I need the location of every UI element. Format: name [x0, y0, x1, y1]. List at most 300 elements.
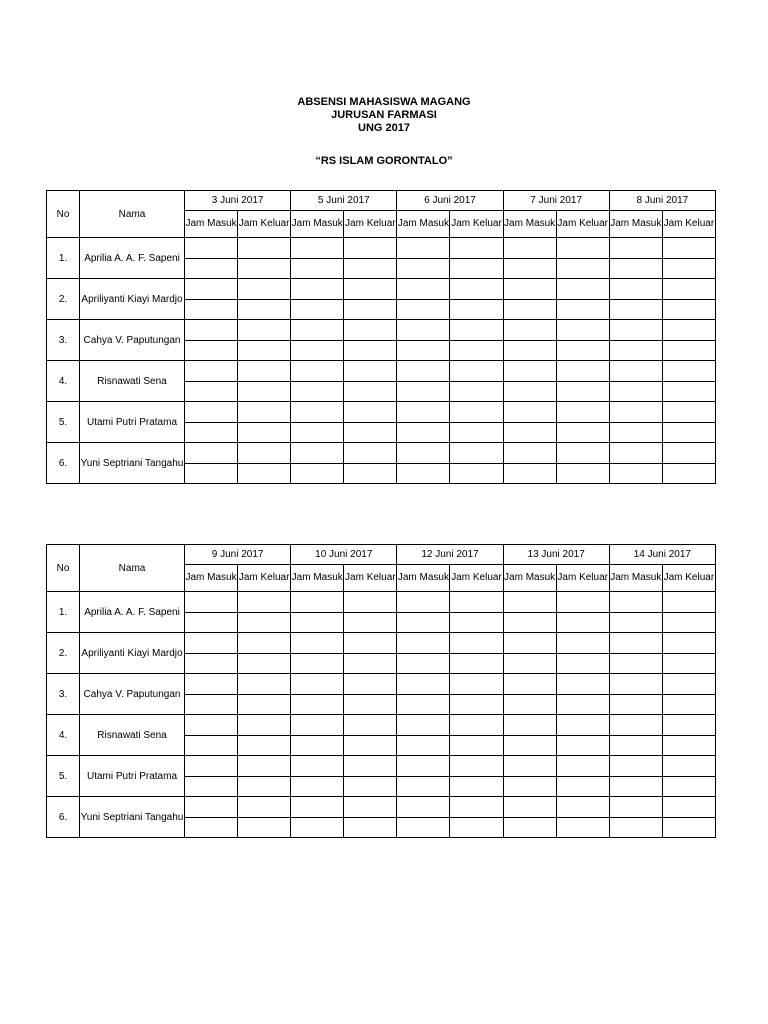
attendance-cell[interactable] — [609, 463, 662, 484]
attendance-cell[interactable] — [238, 340, 291, 361]
attendance-cell[interactable] — [609, 694, 662, 715]
attendance-cell[interactable] — [238, 422, 291, 443]
date-header: 3 Juni 2017 — [185, 191, 291, 211]
attendance-cell[interactable] — [503, 776, 556, 797]
attendance-cell[interactable] — [556, 422, 609, 443]
attendance-cell[interactable] — [450, 694, 503, 715]
attendance-cell[interactable] — [450, 258, 503, 279]
jam-keluar-header: Jam Keluar — [344, 211, 397, 238]
attendance-cell[interactable] — [185, 756, 238, 777]
attendance-cell[interactable] — [291, 258, 344, 279]
attendance-cell[interactable] — [450, 299, 503, 320]
date-header: 6 Juni 2017 — [397, 191, 503, 211]
attendance-cell[interactable] — [662, 402, 715, 423]
attendance-cell[interactable] — [344, 381, 397, 402]
attendance-cell[interactable] — [344, 817, 397, 838]
attendance-cell[interactable] — [397, 817, 450, 838]
attendance-cell[interactable] — [291, 422, 344, 443]
attendance-cell[interactable] — [185, 422, 238, 443]
attendance-cell[interactable] — [662, 299, 715, 320]
jam-keluar-header: Jam Keluar — [450, 565, 503, 592]
attendance-cell[interactable] — [291, 381, 344, 402]
student-name: Apriliyanti Kiayi Mardjo — [80, 633, 185, 674]
attendance-cell[interactable] — [291, 320, 344, 341]
row-number: 3. — [47, 320, 80, 361]
attendance-cell[interactable] — [556, 633, 609, 654]
attendance-cell[interactable] — [397, 715, 450, 736]
year-label: UNG 2017 — [358, 122, 410, 134]
attendance-cell[interactable] — [344, 463, 397, 484]
attendance-cell[interactable] — [291, 238, 344, 259]
attendance-cell[interactable] — [609, 381, 662, 402]
jam-masuk-header: Jam Masuk — [185, 565, 238, 592]
student-name: Risnawati Sena — [80, 715, 185, 756]
attendance-cell[interactable] — [503, 279, 556, 300]
attendance-cell[interactable] — [609, 258, 662, 279]
attendance-cell[interactable] — [238, 797, 291, 818]
row-number: 4. — [47, 361, 80, 402]
attendance-cell[interactable] — [503, 633, 556, 654]
attendance-cell[interactable] — [609, 653, 662, 674]
student-name: Aprilia A. A. F. Sapeni — [80, 592, 185, 633]
jam-masuk-header: Jam Masuk — [291, 211, 344, 238]
date-header: 14 Juni 2017 — [609, 545, 715, 565]
attendance-cell[interactable] — [609, 797, 662, 818]
attendance-cell[interactable] — [503, 797, 556, 818]
attendance-cell[interactable] — [662, 694, 715, 715]
attendance-cell[interactable] — [185, 258, 238, 279]
attendance-cell[interactable] — [185, 797, 238, 818]
attendance-cell[interactable] — [185, 653, 238, 674]
attendance-cell[interactable] — [556, 279, 609, 300]
attendance-cell[interactable] — [185, 674, 238, 695]
attendance-cell[interactable] — [662, 797, 715, 818]
attendance-cell[interactable] — [291, 797, 344, 818]
attendance-cell[interactable] — [238, 592, 291, 613]
attendance-cell[interactable] — [238, 715, 291, 736]
attendance-cell[interactable] — [503, 340, 556, 361]
attendance-cell[interactable] — [397, 735, 450, 756]
student-name: Cahya V. Paputungan — [80, 674, 185, 715]
attendance-cell[interactable] — [397, 633, 450, 654]
document-title: ABSENSI MAHASISWA MAGANG — [297, 96, 471, 108]
jam-keluar-header: Jam Keluar — [556, 211, 609, 238]
attendance-cell[interactable] — [556, 674, 609, 695]
attendance-cell[interactable] — [662, 817, 715, 838]
attendance-cell[interactable] — [662, 279, 715, 300]
attendance-cell[interactable] — [344, 320, 397, 341]
attendance-cell[interactable] — [450, 592, 503, 613]
attendance-cell[interactable] — [238, 735, 291, 756]
attendance-cell[interactable] — [185, 612, 238, 633]
attendance-cell[interactable] — [344, 238, 397, 259]
attendance-cell[interactable] — [556, 361, 609, 382]
date-header: 5 Juni 2017 — [291, 191, 397, 211]
student-name: Aprilia A. A. F. Sapeni — [80, 238, 185, 279]
row-number: 1. — [47, 592, 80, 633]
attendance-cell[interactable] — [556, 258, 609, 279]
attendance-cell[interactable] — [344, 612, 397, 633]
attendance-cell[interactable] — [344, 443, 397, 464]
attendance-cell[interactable] — [185, 320, 238, 341]
attendance-cell[interactable] — [397, 402, 450, 423]
attendance-cell[interactable] — [291, 279, 344, 300]
attendance-cell[interactable] — [185, 633, 238, 654]
attendance-cell[interactable] — [662, 258, 715, 279]
attendance-cell[interactable] — [185, 463, 238, 484]
attendance-cell[interactable] — [662, 735, 715, 756]
attendance-cell[interactable] — [662, 776, 715, 797]
attendance-cell[interactable] — [238, 381, 291, 402]
attendance-cell[interactable] — [503, 381, 556, 402]
attendance-cell[interactable] — [397, 320, 450, 341]
attendance-cell[interactable] — [662, 592, 715, 613]
attendance-cell[interactable] — [344, 797, 397, 818]
attendance-cell[interactable] — [556, 776, 609, 797]
attendance-cell[interactable] — [344, 756, 397, 777]
attendance-cell[interactable] — [238, 279, 291, 300]
attendance-cell[interactable] — [556, 381, 609, 402]
attendance-cell[interactable] — [291, 694, 344, 715]
student-name: Apriliyanti Kiayi Mardjo — [80, 279, 185, 320]
jam-keluar-header: Jam Keluar — [344, 565, 397, 592]
attendance-cell[interactable] — [185, 299, 238, 320]
attendance-cell[interactable] — [503, 653, 556, 674]
attendance-cell[interactable] — [662, 443, 715, 464]
attendance-cell[interactable] — [556, 715, 609, 736]
attendance-cell[interactable] — [397, 694, 450, 715]
attendance-cell[interactable] — [397, 592, 450, 613]
attendance-cell[interactable] — [238, 443, 291, 464]
attendance-cell[interactable] — [662, 756, 715, 777]
document-header — [0, 96, 768, 135]
attendance-cell[interactable] — [397, 443, 450, 464]
attendance-cell[interactable] — [556, 797, 609, 818]
attendance-cell[interactable] — [291, 340, 344, 361]
attendance-cell[interactable] — [185, 817, 238, 838]
student-name: Utami Putri Pratama — [80, 756, 185, 797]
attendance-cell[interactable] — [450, 361, 503, 382]
attendance-cell[interactable] — [344, 361, 397, 382]
attendance-cell[interactable] — [609, 592, 662, 613]
attendance-cell[interactable] — [397, 612, 450, 633]
attendance-cell[interactable] — [397, 756, 450, 777]
attendance-cell[interactable] — [344, 402, 397, 423]
attendance-cell[interactable] — [450, 402, 503, 423]
attendance-cell[interactable] — [450, 756, 503, 777]
attendance-cell[interactable] — [291, 735, 344, 756]
attendance-cell[interactable] — [238, 776, 291, 797]
attendance-cell[interactable] — [291, 817, 344, 838]
attendance-cell[interactable] — [238, 258, 291, 279]
attendance-cell[interactable] — [450, 735, 503, 756]
row-number: 1. — [47, 238, 80, 279]
attendance-cell[interactable] — [291, 633, 344, 654]
attendance-cell[interactable] — [291, 402, 344, 423]
attendance-cell[interactable] — [185, 735, 238, 756]
jam-masuk-header: Jam Masuk — [291, 565, 344, 592]
attendance-cell[interactable] — [503, 674, 556, 695]
attendance-cell[interactable] — [662, 238, 715, 259]
attendance-cell[interactable] — [291, 653, 344, 674]
header-nama: Nama — [80, 545, 185, 592]
attendance-cell[interactable] — [450, 633, 503, 654]
attendance-table — [46, 544, 716, 838]
attendance-cell[interactable] — [397, 463, 450, 484]
attendance-cell[interactable] — [662, 381, 715, 402]
attendance-cell[interactable] — [556, 443, 609, 464]
attendance-cell[interactable] — [344, 299, 397, 320]
attendance-cell[interactable] — [397, 258, 450, 279]
attendance-cell[interactable] — [291, 463, 344, 484]
attendance-cell[interactable] — [609, 633, 662, 654]
attendance-cell[interactable] — [609, 340, 662, 361]
student-name: Utami Putri Pratama — [80, 402, 185, 443]
attendance-cell[interactable] — [344, 715, 397, 736]
attendance-cell[interactable] — [556, 299, 609, 320]
row-number: 5. — [47, 756, 80, 797]
attendance-cell[interactable] — [291, 776, 344, 797]
attendance-cell[interactable] — [397, 340, 450, 361]
date-header: 12 Juni 2017 — [397, 545, 503, 565]
attendance-cell[interactable] — [450, 443, 503, 464]
attendance-cell[interactable] — [450, 612, 503, 633]
row-number: 5. — [47, 402, 80, 443]
attendance-cell[interactable] — [238, 612, 291, 633]
attendance-cell[interactable] — [238, 674, 291, 695]
attendance-cell[interactable] — [450, 674, 503, 695]
attendance-table — [46, 190, 716, 484]
attendance-cell[interactable] — [609, 715, 662, 736]
attendance-cell[interactable] — [609, 299, 662, 320]
attendance-cell[interactable] — [450, 381, 503, 402]
attendance-cell[interactable] — [238, 694, 291, 715]
jam-keluar-header: Jam Keluar — [238, 565, 291, 592]
jam-masuk-header: Jam Masuk — [503, 565, 556, 592]
jam-keluar-header: Jam Keluar — [238, 211, 291, 238]
attendance-cell[interactable] — [238, 817, 291, 838]
row-number: 3. — [47, 674, 80, 715]
jam-keluar-header: Jam Keluar — [662, 565, 715, 592]
jam-keluar-header: Jam Keluar — [662, 211, 715, 238]
date-header: 10 Juni 2017 — [291, 545, 397, 565]
attendance-cell[interactable] — [556, 756, 609, 777]
attendance-cell[interactable] — [185, 715, 238, 736]
attendance-cell[interactable] — [397, 674, 450, 695]
attendance-cell[interactable] — [344, 674, 397, 695]
attendance-cell[interactable] — [185, 694, 238, 715]
attendance-cell[interactable] — [238, 633, 291, 654]
attendance-cell[interactable] — [185, 776, 238, 797]
attendance-cell[interactable] — [450, 817, 503, 838]
attendance-cell[interactable] — [662, 633, 715, 654]
attendance-cell[interactable] — [344, 258, 397, 279]
attendance-cell[interactable] — [397, 422, 450, 443]
attendance-cell[interactable] — [450, 320, 503, 341]
attendance-cell[interactable] — [397, 797, 450, 818]
attendance-cell[interactable] — [291, 756, 344, 777]
attendance-cell[interactable] — [344, 422, 397, 443]
jam-masuk-header: Jam Masuk — [609, 565, 662, 592]
attendance-cell[interactable] — [238, 361, 291, 382]
attendance-cell[interactable] — [503, 694, 556, 715]
attendance-cell[interactable] — [344, 592, 397, 613]
attendance-cell[interactable] — [185, 381, 238, 402]
attendance-cell[interactable] — [609, 735, 662, 756]
jam-masuk-header: Jam Masuk — [503, 211, 556, 238]
attendance-cell[interactable] — [609, 320, 662, 341]
date-header: 8 Juni 2017 — [609, 191, 715, 211]
attendance-cell[interactable] — [556, 612, 609, 633]
student-name: Risnawati Sena — [80, 361, 185, 402]
attendance-cell[interactable] — [185, 443, 238, 464]
attendance-cell[interactable] — [450, 279, 503, 300]
attendance-cell[interactable] — [450, 776, 503, 797]
student-name: Yuni Septriani Tangahu — [80, 797, 185, 838]
row-number: 4. — [47, 715, 80, 756]
attendance-cell[interactable] — [503, 715, 556, 736]
attendance-cell[interactable] — [450, 653, 503, 674]
attendance-cell[interactable] — [609, 361, 662, 382]
attendance-cell[interactable] — [662, 340, 715, 361]
row-number: 2. — [47, 279, 80, 320]
date-header: 13 Juni 2017 — [503, 545, 609, 565]
attendance-cell[interactable] — [450, 463, 503, 484]
attendance-cell[interactable] — [609, 612, 662, 633]
attendance-cell[interactable] — [609, 402, 662, 423]
attendance-cell[interactable] — [609, 443, 662, 464]
attendance-cell[interactable] — [344, 776, 397, 797]
attendance-cell[interactable] — [503, 320, 556, 341]
jam-masuk-header: Jam Masuk — [185, 211, 238, 238]
attendance-cell[interactable] — [503, 258, 556, 279]
attendance-cell[interactable] — [291, 299, 344, 320]
student-name: Yuni Septriani Tangahu — [80, 443, 185, 484]
attendance-cell[interactable] — [185, 361, 238, 382]
attendance-cell[interactable] — [238, 653, 291, 674]
attendance-cell[interactable] — [662, 653, 715, 674]
attendance-cell[interactable] — [238, 238, 291, 259]
attendance-cell[interactable] — [556, 735, 609, 756]
attendance-cell[interactable] — [344, 279, 397, 300]
attendance-cell[interactable] — [291, 715, 344, 736]
attendance-cell[interactable] — [291, 612, 344, 633]
attendance-cell[interactable] — [662, 320, 715, 341]
attendance-cell[interactable] — [397, 299, 450, 320]
attendance-cell[interactable] — [662, 612, 715, 633]
attendance-cell[interactable] — [503, 361, 556, 382]
attendance-cell[interactable] — [609, 776, 662, 797]
attendance-cell[interactable] — [556, 817, 609, 838]
attendance-cell[interactable] — [238, 463, 291, 484]
attendance-cell[interactable] — [609, 238, 662, 259]
attendance-cell[interactable] — [344, 653, 397, 674]
department-label: JURUSAN FARMASI — [331, 109, 437, 121]
attendance-cell[interactable] — [185, 592, 238, 613]
header-no: No — [47, 191, 80, 238]
attendance-cell[interactable] — [609, 422, 662, 443]
attendance-cell[interactable] — [609, 756, 662, 777]
date-header: 9 Juni 2017 — [185, 545, 291, 565]
attendance-cell[interactable] — [609, 817, 662, 838]
attendance-cell[interactable] — [556, 694, 609, 715]
attendance-cell[interactable] — [503, 422, 556, 443]
attendance-cell[interactable] — [450, 715, 503, 736]
attendance-cell[interactable] — [291, 674, 344, 695]
attendance-cell[interactable] — [291, 592, 344, 613]
attendance-cell[interactable] — [397, 381, 450, 402]
attendance-cell[interactable] — [556, 402, 609, 423]
attendance-cell[interactable] — [291, 443, 344, 464]
attendance-cell[interactable] — [185, 402, 238, 423]
attendance-cell[interactable] — [556, 463, 609, 484]
attendance-cell[interactable] — [662, 715, 715, 736]
attendance-cell[interactable] — [556, 238, 609, 259]
attendance-cell[interactable] — [556, 320, 609, 341]
attendance-cell[interactable] — [397, 653, 450, 674]
attendance-cell[interactable] — [503, 612, 556, 633]
attendance-cell[interactable] — [662, 422, 715, 443]
attendance-cell[interactable] — [185, 238, 238, 259]
jam-masuk-header: Jam Masuk — [397, 211, 450, 238]
attendance-cell[interactable] — [397, 361, 450, 382]
attendance-cell[interactable] — [238, 320, 291, 341]
attendance-cell[interactable] — [503, 756, 556, 777]
attendance-cell[interactable] — [450, 422, 503, 443]
attendance-cell[interactable] — [344, 340, 397, 361]
attendance-cell[interactable] — [450, 340, 503, 361]
attendance-cell[interactable] — [397, 776, 450, 797]
attendance-cell[interactable] — [450, 797, 503, 818]
attendance-cell[interactable] — [662, 463, 715, 484]
attendance-cell[interactable] — [556, 592, 609, 613]
attendance-cell[interactable] — [344, 633, 397, 654]
attendance-cell[interactable] — [503, 735, 556, 756]
attendance-cell[interactable] — [291, 361, 344, 382]
student-name: Cahya V. Paputungan — [80, 320, 185, 361]
attendance-cell[interactable] — [556, 653, 609, 674]
header-nama: Nama — [80, 191, 185, 238]
attendance-cell[interactable] — [238, 402, 291, 423]
attendance-cell[interactable] — [344, 694, 397, 715]
attendance-cell[interactable] — [238, 299, 291, 320]
attendance-cell[interactable] — [185, 340, 238, 361]
attendance-cell[interactable] — [503, 238, 556, 259]
attendance-cell[interactable] — [344, 735, 397, 756]
attendance-cell[interactable] — [185, 279, 238, 300]
attendance-cell[interactable] — [609, 279, 662, 300]
jam-masuk-header: Jam Masuk — [609, 211, 662, 238]
attendance-cell[interactable] — [450, 238, 503, 259]
attendance-cell[interactable] — [503, 299, 556, 320]
attendance-cell[interactable] — [556, 340, 609, 361]
attendance-cell[interactable] — [503, 463, 556, 484]
attendance-cell[interactable] — [609, 674, 662, 695]
attendance-cell[interactable] — [503, 592, 556, 613]
attendance-cell[interactable] — [662, 361, 715, 382]
attendance-cell[interactable] — [662, 674, 715, 695]
attendance-cell[interactable] — [503, 402, 556, 423]
attendance-cell[interactable] — [397, 238, 450, 259]
attendance-cell[interactable] — [503, 443, 556, 464]
attendance-cell[interactable] — [397, 279, 450, 300]
row-number: 6. — [47, 443, 80, 484]
row-number: 6. — [47, 797, 80, 838]
attendance-cell[interactable] — [238, 756, 291, 777]
jam-keluar-header: Jam Keluar — [556, 565, 609, 592]
attendance-cell[interactable] — [503, 817, 556, 838]
jam-keluar-header: Jam Keluar — [450, 211, 503, 238]
